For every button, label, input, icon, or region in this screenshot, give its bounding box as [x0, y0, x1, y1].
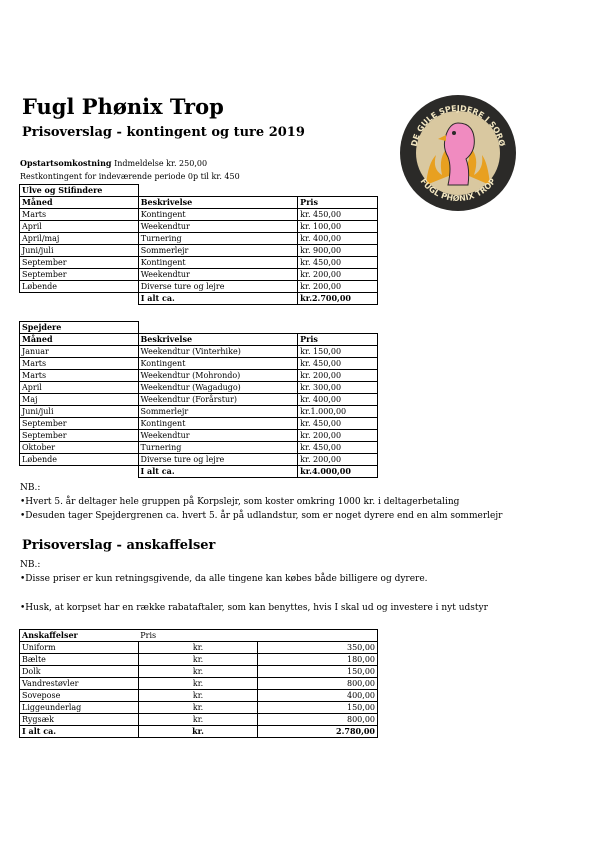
table-header-row: [20, 630, 378, 642]
group-label: Ulve og Stifindere: [20, 185, 139, 197]
spejdere-price-table: [19, 321, 378, 478]
table-cell: kr. 100,00: [298, 221, 378, 233]
total-label: I alt ca.: [20, 726, 139, 738]
table-cell: September: [20, 257, 139, 269]
table-cell: kr.: [138, 666, 258, 678]
table-cell: kr. 450,00: [298, 418, 378, 430]
table-row: [20, 358, 378, 370]
troop-logo: [398, 93, 518, 213]
table-cell: Weekendtur: [138, 430, 298, 442]
column-header: Måned: [20, 334, 139, 346]
table-cell: 400,00: [258, 690, 378, 702]
table-cell: kr.: [138, 690, 258, 702]
table-cell: kr. 150,00: [298, 346, 378, 358]
page-title: Fugl Phønix Trop: [22, 94, 224, 119]
table-cell: kr. 400,00: [298, 394, 378, 406]
note-item: •Hvert 5. år deltager hele gruppen på Korpslejr, som koster omkring 1000 kr. i deltagerbetaling: [20, 497, 460, 507]
group-label: Spejdere: [20, 322, 139, 334]
column-header: [258, 630, 378, 642]
table-cell: kr. 900,00: [298, 245, 378, 257]
ulve-rows: [20, 209, 378, 293]
table-cell: Weekendtur (Vinterhike): [138, 346, 298, 358]
table-cell: April/maj: [20, 233, 139, 245]
total-row: [20, 466, 378, 478]
table-cell: Juni/juli: [20, 406, 139, 418]
table-cell: Maj: [20, 394, 139, 406]
total-label: I alt ca.: [138, 466, 298, 478]
table-row: [20, 245, 378, 257]
table-cell: Diverse ture og lejre: [138, 281, 297, 293]
table-cell: April: [20, 382, 139, 394]
restkontingent-line: Restkontingent for indeværende periode 0p til kr. 450: [20, 172, 240, 181]
table-header-row: [20, 197, 378, 209]
total-value: kr.2.700,00: [298, 293, 378, 305]
table-row: [20, 221, 378, 233]
group-row: [20, 322, 378, 334]
column-header: Beskrivelse: [138, 197, 297, 209]
table-cell: Løbende: [20, 454, 139, 466]
table-cell: Marts: [20, 209, 139, 221]
table-cell: kr. 200,00: [298, 281, 378, 293]
table-cell: kr. 450,00: [298, 358, 378, 370]
table-cell: Løbende: [20, 281, 139, 293]
column-header: Pris: [298, 197, 378, 209]
ulve-price-table: [19, 184, 378, 305]
table-cell: kr. 200,00: [298, 454, 378, 466]
table-cell: September: [20, 418, 139, 430]
table-row: [20, 702, 378, 714]
table-cell: kr. 300,00: [298, 382, 378, 394]
opstart-text: Indmeldelse kr. 250,00: [114, 159, 208, 168]
notes-block: [20, 481, 502, 523]
table-cell: September: [20, 430, 139, 442]
table-row: [20, 370, 378, 382]
table-cell: Weekendtur (Forårstur): [138, 394, 298, 406]
logo-top-text: DE GULE SPEJDERE I SORØ: [409, 103, 507, 148]
table-row: [20, 418, 378, 430]
logo-bottom-text: FUGL PHØNIX TROP: [418, 176, 498, 204]
table-row: [20, 382, 378, 394]
page-subtitle: Prisoverslag - kontingent og ture 2019: [22, 125, 305, 140]
column-header: Måned: [20, 197, 139, 209]
table-header-row: [20, 334, 378, 346]
table-row: [20, 654, 378, 666]
table-row: [20, 257, 378, 269]
table-row: [20, 394, 378, 406]
total-value: 2.780,00: [258, 726, 378, 738]
table-cell: kr.: [138, 642, 258, 654]
table-cell: kr. 400,00: [298, 233, 378, 245]
eye-icon: [452, 131, 456, 135]
table-cell: Sommerlejr: [138, 406, 298, 418]
table-cell: kr.1.000,00: [298, 406, 378, 418]
nb-label: NB.:: [20, 483, 41, 493]
table-cell: kr. 450,00: [298, 209, 378, 221]
table-cell: Marts: [20, 358, 139, 370]
table-row: [20, 281, 378, 293]
table-cell: Turnering: [138, 233, 297, 245]
table-cell: Sommerlejr: [138, 245, 297, 257]
section2-note: •Disse priser er kun retningsgivende, da alle tingene kan købes både billigere og dyrere.: [20, 574, 428, 584]
table-cell: Uniform: [20, 642, 139, 654]
table-row: [20, 406, 378, 418]
table-cell: April: [20, 221, 139, 233]
table-cell: Weekendtur (Wagadugo): [138, 382, 298, 394]
table-cell: 800,00: [258, 714, 378, 726]
table-cell: Weekendtur: [138, 221, 297, 233]
table-cell: Oktober: [20, 442, 139, 454]
table-row: [20, 642, 378, 654]
column-header: Pris: [138, 630, 258, 642]
table-cell: Weekendtur: [138, 269, 297, 281]
section2-note: •Husk, at korpset har en række rabataftaler, som kan benyttes, hvis I skal ud og investere i nyt udstyr: [20, 603, 488, 613]
table-cell: kr. 200,00: [298, 430, 378, 442]
table-row: [20, 430, 378, 442]
table-cell: Diverse ture og lejre: [138, 454, 298, 466]
table-cell: kr. 450,00: [298, 442, 378, 454]
table-cell: kr.: [138, 702, 258, 714]
anskaffelser-rows: [20, 642, 378, 726]
table-cell: Weekendtur (Mohrondo): [138, 370, 298, 382]
note-item: •Desuden tager Spejdergrenen ca. hvert 5. år på udlandstur, som er noget dyrere end en alm sommerlejr: [20, 511, 503, 521]
column-header: Beskrivelse: [138, 334, 298, 346]
table-cell: kr. 450,00: [298, 257, 378, 269]
total-row: [20, 293, 378, 305]
table-row: [20, 442, 378, 454]
table-row: [20, 269, 378, 281]
table-cell: Sovepose: [20, 690, 139, 702]
table-cell: September: [20, 269, 139, 281]
spejdere-rows: [20, 346, 378, 466]
table-row: [20, 690, 378, 702]
total-row: [20, 726, 378, 738]
table-row: [20, 666, 378, 678]
table-cell: 800,00: [258, 678, 378, 690]
table-cell: Bælte: [20, 654, 139, 666]
table-row: [20, 454, 378, 466]
table-cell: 180,00: [258, 654, 378, 666]
table-cell: Januar: [20, 346, 139, 358]
table-cell: Dolk: [20, 666, 139, 678]
total-value: kr.4.000,00: [298, 466, 378, 478]
table-cell: kr.: [138, 654, 258, 666]
table-cell: Vandrestøvler: [20, 678, 139, 690]
section-title: Prisoverslag - anskaffelser: [22, 538, 216, 553]
table-row: [20, 233, 378, 245]
table-cell: kr.: [138, 678, 258, 690]
opstart-line: [20, 158, 207, 169]
anskaffelser-table: [19, 629, 378, 738]
table-cell: kr. 200,00: [298, 269, 378, 281]
table-cell: 150,00: [258, 666, 378, 678]
table-cell: Kontingent: [138, 358, 298, 370]
table-row: [20, 714, 378, 726]
table-cell: 150,00: [258, 702, 378, 714]
table-cell: kr. 200,00: [298, 370, 378, 382]
total-currency: kr.: [138, 726, 258, 738]
table-cell: Juni/juli: [20, 245, 139, 257]
section2-nb: NB.:: [20, 560, 41, 570]
table-cell: Kontingent: [138, 418, 298, 430]
opstart-label: Opstartsomkostning: [20, 158, 112, 168]
table-cell: kr.: [138, 714, 258, 726]
table-row: [20, 678, 378, 690]
table-row: [20, 209, 378, 221]
table-cell: Kontingent: [138, 209, 297, 221]
column-header: Pris: [298, 334, 378, 346]
table-cell: Marts: [20, 370, 139, 382]
table-cell: 350,00: [258, 642, 378, 654]
table-cell: Kontingent: [138, 257, 297, 269]
table-row: [20, 346, 378, 358]
table-cell: Rygsæk: [20, 714, 139, 726]
group-row: [20, 185, 378, 197]
table-cell: Turnering: [138, 442, 298, 454]
total-label: I alt ca.: [138, 293, 297, 305]
table-cell: Liggeunderlag: [20, 702, 139, 714]
column-header: Anskaffelser: [20, 630, 139, 642]
